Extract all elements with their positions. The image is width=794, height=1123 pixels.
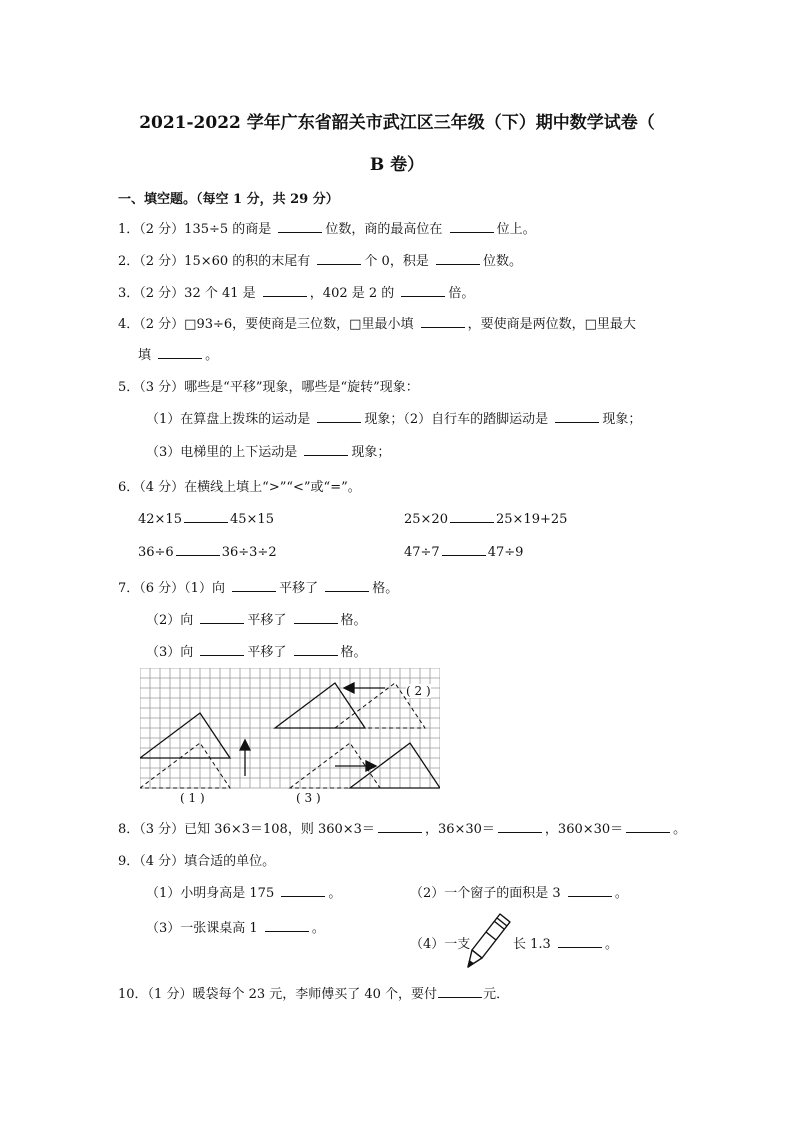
q5-text-e: 现象； [351, 445, 391, 460]
answer-blank[interactable] [436, 252, 480, 265]
section-heading: 一、填空题。（每空 1 分，共 29 分） [118, 192, 339, 207]
right-arrow-icon [335, 761, 376, 771]
answer-blank[interactable] [317, 252, 361, 265]
q7-text: 格。 [340, 613, 367, 628]
question-8 [118, 818, 686, 837]
compare-item-b [404, 510, 567, 527]
q9-text: （1）小明身高是 175 [146, 886, 279, 901]
q7-text: 7．（6 分）（1）向 [118, 581, 230, 596]
answer-blank[interactable] [378, 820, 422, 833]
q4-text-c: 填 [138, 348, 156, 363]
compare-left: 25×20 [404, 512, 448, 527]
answer-blank[interactable] [555, 410, 599, 423]
q9-text: 。 [604, 937, 618, 952]
answer-blank[interactable] [263, 284, 307, 297]
q4-text-d: 。 [205, 348, 219, 363]
q9-text: （3）一张课桌高 1 [146, 921, 262, 936]
answer-blank[interactable] [294, 611, 338, 624]
compare-right: 36÷3÷2 [221, 545, 277, 560]
answer-blank[interactable] [450, 220, 494, 233]
compare-right: 47÷9 [487, 545, 524, 560]
q7-text: （2）向 [146, 613, 198, 628]
pencil-icon [466, 912, 512, 970]
q9-text: 。 [311, 921, 325, 936]
figure-label-2: ( 2 ) [406, 684, 431, 698]
compare-left: 42×15 [138, 512, 182, 527]
q3-text-c: 倍。 [448, 286, 475, 301]
q2-text-c: 位数。 [482, 254, 522, 269]
q7-text: 格。 [340, 645, 367, 660]
q9-text: 。 [328, 886, 342, 901]
q7-text: 平移了 [247, 645, 291, 660]
answer-blank[interactable] [626, 820, 670, 833]
question-9-part2 [410, 882, 628, 901]
answer-blank[interactable] [498, 820, 542, 833]
q7-text: 平移了 [279, 581, 323, 596]
answer-blank[interactable] [232, 579, 276, 592]
question-7-line2 [146, 609, 367, 628]
answer-blank[interactable] [200, 643, 244, 656]
compare-right: 25×19+25 [495, 512, 568, 527]
question-1 [118, 218, 536, 237]
q1-text-c: 位上。 [496, 222, 536, 237]
answer-blank[interactable] [200, 611, 244, 624]
answer-blank[interactable] [278, 220, 322, 233]
compare-item-d [404, 543, 523, 560]
triangle-dashed-1 [140, 743, 230, 788]
question-3 [118, 282, 474, 301]
q10-text: 10．（1 分）暖袋每个 23 元，李师傅买了 40 个，要付 [118, 987, 438, 1002]
answer-blank[interactable] [325, 579, 369, 592]
figure-label-3: ( 3 ) [296, 791, 321, 805]
question-9-part3 [146, 917, 325, 936]
question-7-line3 [146, 641, 367, 660]
q3-text-b: ，402 是 2 的 [309, 286, 399, 301]
answer-blank[interactable] [281, 884, 325, 897]
q5-text-c: 现象； [602, 412, 642, 427]
q4-text-b: ，要使商是两位数，□里最大 [467, 317, 636, 332]
answer-blank[interactable] [294, 643, 338, 656]
question-9-stem: 9．（4 分）填合适的单位。 [118, 854, 276, 869]
question-4 [118, 313, 636, 332]
question-10 [118, 983, 509, 1002]
q3-text-a: 3．（2 分）32 个 41 是 [118, 286, 260, 301]
answer-blank[interactable] [401, 284, 445, 297]
question-4-line2 [138, 344, 218, 363]
q5-text-b: 现象；（2）自行车的踏脚运动是 [364, 412, 553, 427]
triangle-solid-1 [140, 713, 230, 758]
page-title-line2: B 卷） [369, 155, 425, 175]
q8-text: ，360×30＝ [544, 822, 624, 837]
compare-left: 47÷7 [404, 545, 440, 560]
compare-right: 45×15 [229, 512, 274, 527]
q5-text-a: （1）在算盘上拨珠的运动是 [146, 412, 315, 427]
q10-text: 元． [483, 987, 510, 1002]
answer-blank[interactable] [442, 543, 486, 556]
q7-text: （3）向 [146, 645, 198, 660]
compare-item-a [138, 510, 274, 527]
answer-blank[interactable] [450, 510, 494, 523]
question-5-line2 [146, 441, 390, 460]
answer-blank[interactable] [421, 315, 465, 328]
q8-text: 。 [673, 822, 687, 837]
answer-blank[interactable] [176, 543, 220, 556]
q7-text: 格。 [372, 581, 399, 596]
q2-text-a: 2．（2 分）15×60 的积的末尾有 [118, 254, 315, 269]
q4-text-a: 4．（2 分）□93÷6，要使商是三位数，□里最小填 [118, 317, 418, 332]
question-9-part4-a: （4）一支 [410, 937, 471, 952]
q9-text: 。 [614, 886, 628, 901]
answer-blank[interactable] [158, 346, 202, 359]
answer-blank[interactable] [304, 443, 348, 456]
question-6-stem: 6．（4 分）在横线上填上“>”“<”或“=”。 [118, 480, 361, 495]
question-2 [118, 250, 522, 269]
q1-text-b: 位数，商的最高位在 [325, 222, 447, 237]
page-title-line1: 2021-2022 学年广东省韶关市武江区三年级（下）期中数学试卷（ [139, 113, 655, 133]
answer-blank[interactable] [317, 410, 361, 423]
translation-grid-figure [140, 668, 440, 808]
answer-blank[interactable] [184, 510, 228, 523]
left-arrow-icon [344, 683, 385, 693]
q2-text-b: 个 0，积是 [364, 254, 433, 269]
figure-label-1: ( 1 ) [180, 791, 205, 805]
answer-blank[interactable] [438, 985, 482, 998]
question-5-stem: 5．（3 分）哪些是“平移”现象，哪些是“旋转”现象： [118, 380, 419, 395]
compare-item-c [138, 543, 277, 560]
q5-text-d: （3）电梯里的上下运动是 [146, 445, 302, 460]
question-5-line1 [146, 408, 641, 427]
answer-blank[interactable] [558, 935, 602, 948]
q8-text: ，36×30＝ [424, 822, 495, 837]
q7-text: 平移了 [247, 613, 291, 628]
q1-text-a: 1．（2 分）135÷5 的商是 [118, 222, 276, 237]
q9-text: （2）一个窗子的面积是 3 [410, 886, 565, 901]
compare-left: 36÷6 [138, 545, 174, 560]
question-9-part4-b [513, 933, 618, 952]
question-7-line1 [118, 577, 398, 596]
q8-text: 8．（3 分）已知 36×3＝108，则 360×3＝ [118, 822, 375, 837]
question-9-part1 [146, 882, 341, 901]
q9-text: 长 1.3 [513, 937, 555, 952]
answer-blank[interactable] [568, 884, 612, 897]
answer-blank[interactable] [265, 919, 309, 932]
